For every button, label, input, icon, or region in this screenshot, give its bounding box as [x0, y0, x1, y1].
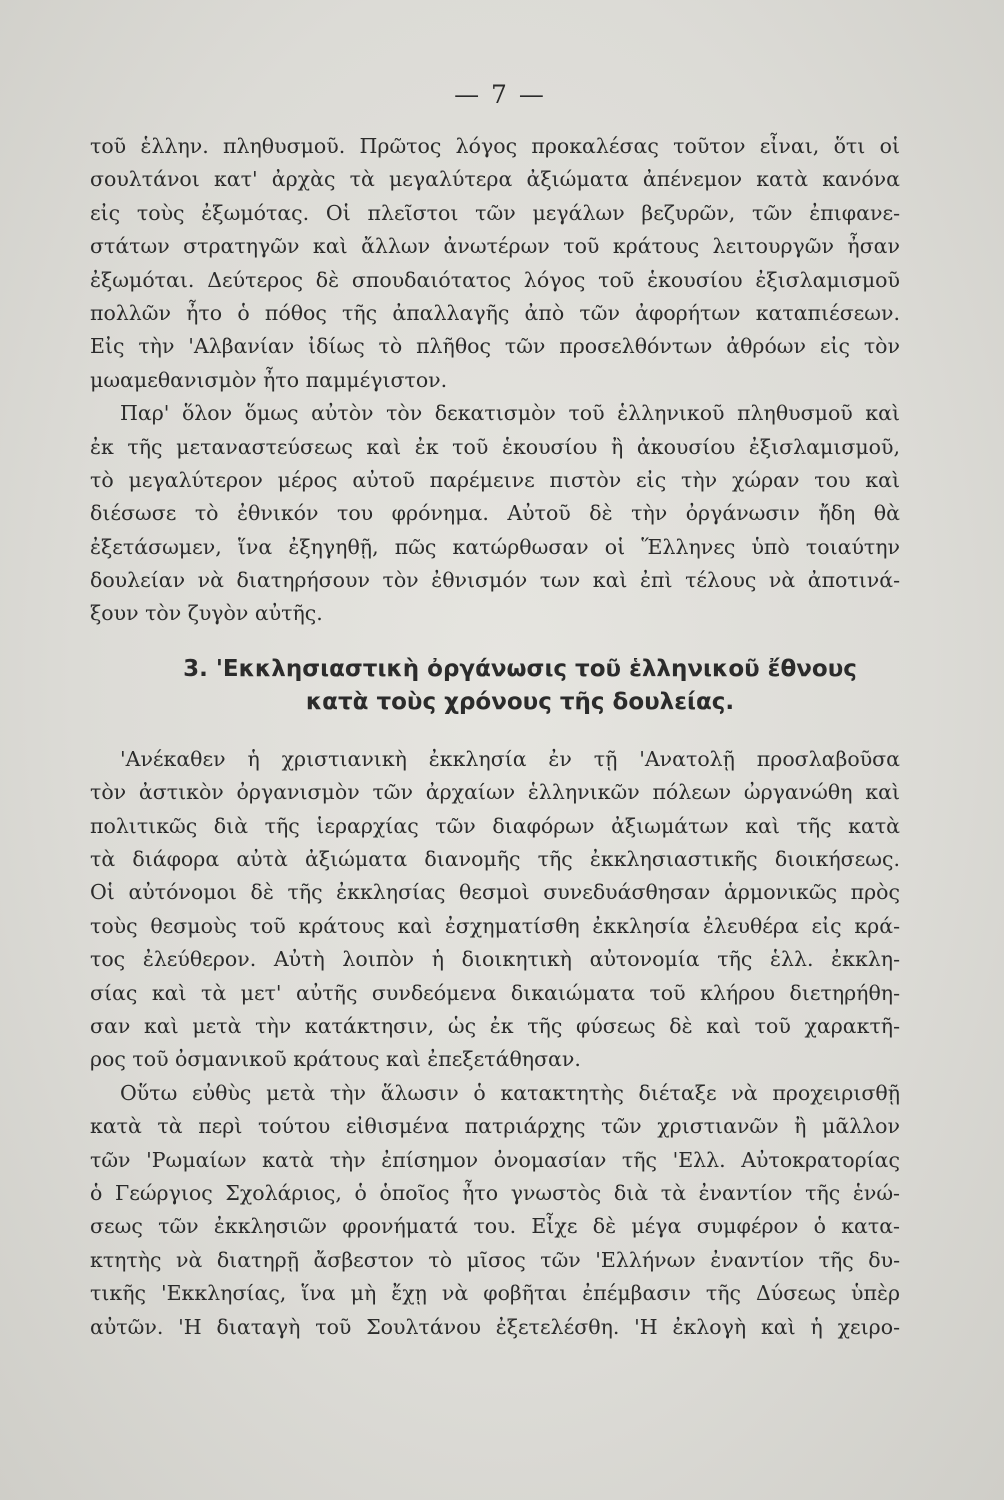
- text-line: μωαμεθανισμὸν ἦτο παμμέγιστον.: [90, 367, 448, 392]
- text-line: τὸν ἀστικὸν ὀργανισμὸν τῶν ἀρχαίων ἑλληνικῶν πόλεων ὠργανώθη καὶ: [90, 780, 900, 805]
- text-line: σουλτάνοι κατ' ἀρχὰς τὰ μεγαλύτερα ἀξιώματα ἀπένεμον κατὰ κανόνα: [90, 167, 900, 192]
- text-line: ὁ Γεώργιος Σχολάριος, ὁ ὁποῖος ἦτο γνωστὸς διὰ τὰ ἐναντίον τῆς ἑνώ-: [90, 1180, 900, 1205]
- text-line: τος ἐλεύθερον. Αὐτὴ λοιπὸν ἡ διοικητικὴ αὐτονομία τῆς ἑλλ. ἐκκλη-: [90, 947, 900, 972]
- paragraph-3: [90, 743, 900, 1077]
- text-line: τικῆς 'Εκκλησίας, ἵνα μὴ ἔχῃ νὰ φοβῆται ἐπέμβασιν τῆς Δύσεως ὑπὲρ: [90, 1281, 900, 1306]
- text-line: σαν καὶ μετὰ τὴν κατάκτησιν, ὡς ἐκ τῆς φύσεως δὲ καὶ τοῦ χαρακτῆ-: [90, 1013, 900, 1038]
- text-line: ξουν τὸν ζυγὸν αὐτῆς.: [90, 601, 323, 626]
- text-line: ἐκ τῆς μεταναστεύσεως καὶ ἐκ τοῦ ἑκουσίου ἢ ἀκουσίου ἐξισλαμισμοῦ,: [90, 434, 900, 459]
- text-line: κατὰ τὰ περὶ τούτου εἰθισμένα πατριάρχης τῶν χριστιανῶν ἢ μᾶλλον: [90, 1114, 900, 1139]
- text-line: σεως τῶν ἐκκλησιῶν φρονήματά του. Εἶχε δὲ μέγα συμφέρον ὁ κατα-: [90, 1214, 900, 1239]
- paragraph-1: [90, 130, 900, 397]
- paragraph-2: [90, 397, 900, 631]
- text-line: Εἰς τὴν 'Αλβανίαν ἰδίως τὸ πλῆθος τῶν προσελθόντων ἀθρόων εἰς τὸν: [90, 334, 900, 359]
- text-line: πολλῶν ἦτο ὁ πόθος τῆς ἀπαλλαγῆς ἀπὸ τῶν ἀφορήτων καταπιέσεων.: [90, 300, 900, 325]
- text-line: τὰ διάφορα αὐτὰ ἀξιώματα διανομῆς τῆς ἐκκλησιαστικῆς διοικήσεως.: [90, 847, 900, 872]
- text-line: Οὕτω εὐθὺς μετὰ τὴν ἅλωσιν ὁ κατακτητὴς διέταξε νὰ προχειρισθῇ: [120, 1080, 900, 1105]
- text-line: εἰς τοὺς ἐξωμότας. Οἱ πλεῖστοι τῶν μεγάλων βεζυρῶν, τῶν ἐπιφανε-: [90, 200, 900, 225]
- text-line: ἐξετάσωμεν, ἵνα ἐξηγηθῇ, πῶς κατώρθωσαν οἱ Ἕλληνες ὑπὸ τοιαύτην: [90, 534, 900, 559]
- body-text: [90, 130, 900, 1344]
- text-line: στάτων στρατηγῶν καὶ ἄλλων ἀνωτέρων τοῦ κράτους λειτουργῶν ἦσαν: [90, 234, 900, 259]
- text-line: Οἱ αὐτόνομοι δὲ τῆς ἐκκλησίας θεσμοὶ συνεδυάσθησαν ἁρμονικῶς πρὸς: [90, 880, 900, 905]
- section-heading-line-1: 3. 'Εκκλησιαστικὴ ὀργάνωσις τοῦ ἑλληνικοῦ ἔθνους: [183, 655, 857, 682]
- text-line: 'Ανέκαθεν ἡ χριστιανικὴ ἐκκλησία ἐν τῇ 'Ανατολῇ προσλαβοῦσα: [120, 746, 900, 771]
- text-line: τοῦ ἑλλην. πληθυσμοῦ. Πρῶτος λόγος προκαλέσας τοῦτον εἶναι, ὅτι οἱ: [90, 134, 900, 158]
- book-page: [90, 0, 910, 1500]
- text-line: δουλείαν νὰ διατηρήσουν τὸν ἐθνισμόν των καὶ ἐπὶ τέλους νὰ ἀποτινά-: [90, 568, 900, 593]
- text-line: αὐτῶν. 'Η διαταγὴ τοῦ Σουλτάνου ἐξετελέσθη. 'Η ἐκλογὴ καὶ ἡ χειρο-: [90, 1314, 900, 1339]
- section-heading-line-2: κατὰ τοὺς χρόνους τῆς δουλείας.: [305, 688, 735, 715]
- text-line: κτητὴς νὰ διατηρῇ ἄσβεστον τὸ μῖσος τῶν 'Ελλήνων ἐναντίον τῆς δυ-: [90, 1247, 900, 1272]
- paragraph-4: [90, 1077, 900, 1344]
- page-number: — 7 —: [454, 80, 546, 109]
- text-line: ρος τοῦ ὀσμανικοῦ κράτους καὶ ἐπεξετάθησαν.: [90, 1047, 581, 1072]
- text-line: σίας καὶ τὰ μετ' αὐτῆς συνδεόμενα δικαιώματα τοῦ κλήρου διετηρήθη-: [90, 980, 900, 1005]
- text-line: διέσωσε τὸ ἐθνικόν του φρόνημα. Αὐτοῦ δὲ τὴν ὀργάνωσιν ἤδη θὰ: [90, 501, 900, 526]
- text-line: τοὺς θεσμοὺς τοῦ κράτους καὶ ἐσχηματίσθη ἐκκλησία ἐλευθέρα εἰς κρά-: [90, 913, 900, 938]
- text-line: Παρ' ὅλον ὅμως αὐτὸν τὸν δεκατισμὸν τοῦ ἑλληνικοῦ πληθυσμοῦ καὶ: [120, 401, 900, 426]
- text-line: πολιτικῶς διὰ τῆς ἱεραρχίας τῶν διαφόρων ἀξιωμάτων καὶ τῆς κατὰ: [90, 813, 900, 838]
- text-line: ἐξωμόται. Δεύτερος δὲ σπουδαιότατος λόγος τοῦ ἑκουσίου ἐξισλαμισμοῦ: [90, 267, 900, 292]
- text-line: τὸ μεγαλύτερον μέρος αὐτοῦ παρέμεινε πιστὸν εἰς τὴν χώραν του καὶ: [90, 467, 900, 492]
- text-line: τῶν 'Ρωμαίων κατὰ τὴν ἐπίσημον ὀνομασίαν τῆς 'Ελλ. Αὐτοκρατορίας: [90, 1147, 900, 1172]
- section-heading: [90, 653, 900, 719]
